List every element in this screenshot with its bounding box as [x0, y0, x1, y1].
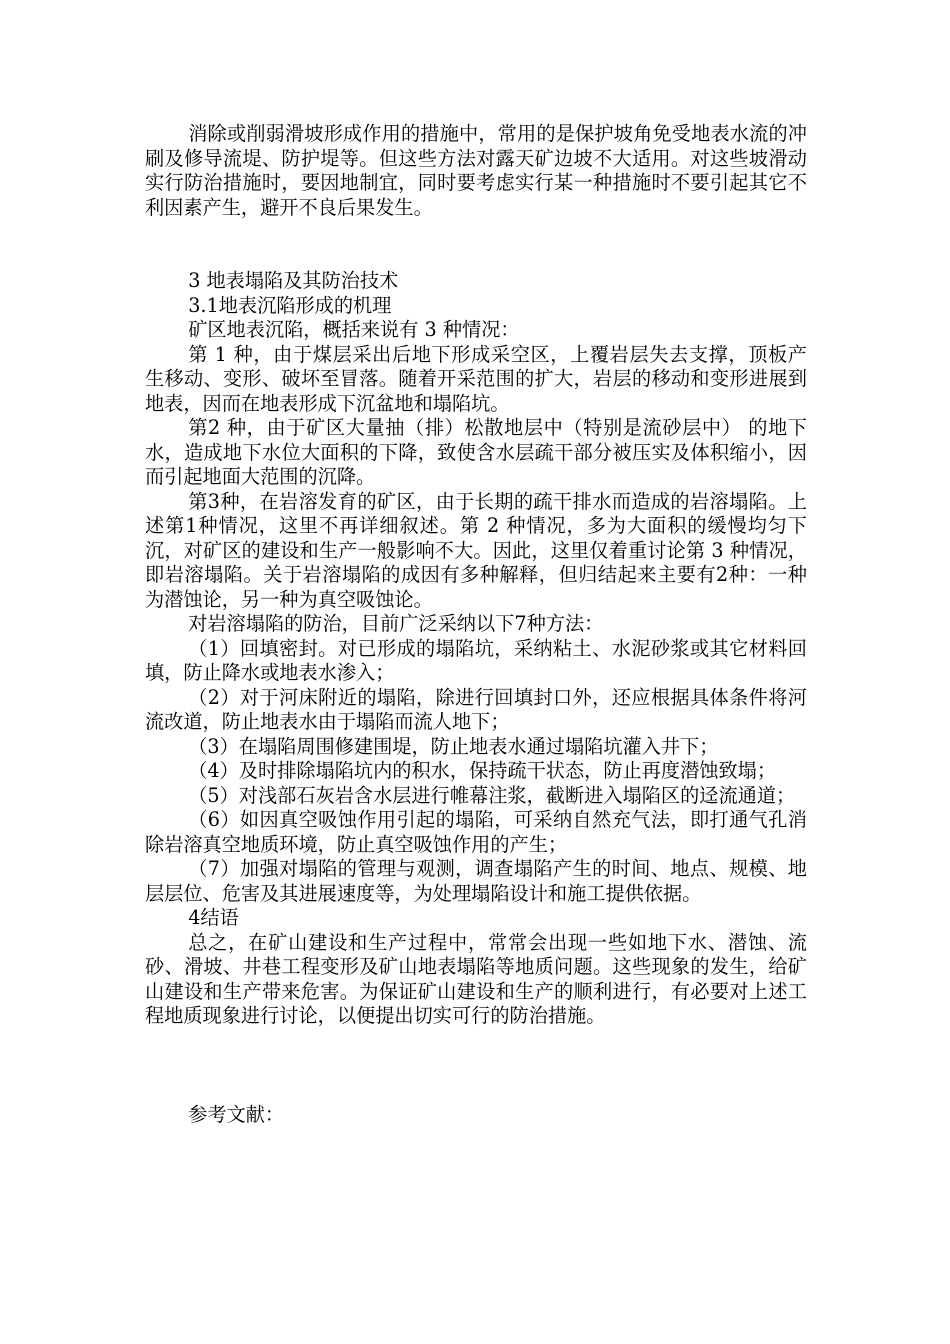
paragraph-case-3: 第3种，在岩溶发育的矿区，由于长期的疏干排水而造成的岩溶塌陷。上述第1种情况，这里不再详细叙述。第 2 种情况，多为大面积的缓慢均匀下沉，对矿区的建设和生产一般影响不大。因此，这里仅着重讨论第 3 种情况，即岩溶塌陷。关于岩溶塌陷的成因有多种解释，但归结起来主要有2种：一种为潜蚀论，另一种为真空吸蚀论。: [145, 489, 807, 611]
paragraph-landslide-measures: 消除或削弱滑坡形成作用的措施中，常用的是保护坡角免受地表水流的冲刷及修导流堤、防护堤等。但这些方法对露天矿边坡不大适用。对这些坡滑动实行防治措施时，要因地制宜，同时要考虑实行某一种措施时不要引起其它不利因素产生，避开不良后果发生。: [145, 122, 807, 219]
paragraph-case-1: 第 1 种，由于煤层采出后地下形成采空区，上覆岩层失去支撑，顶板产生移动、变形、破坏至冒落。随着开采范围的扩大，岩层的移动和变形进展到地表，因而在地表形成下沉盆地和塌陷坑。: [145, 342, 807, 415]
subsection-heading-3-1: 3.1地表沉陷形成的机理: [188, 293, 392, 317]
list-item-method-3: （3）在塌陷周围修建围堤，防止地表水通过塌陷坑灌入井下；: [188, 734, 719, 758]
references-heading: 参考文献：: [188, 1102, 285, 1126]
paragraph-conclusion: 总之，在矿山建设和生产过程中，常常会出现一些如地下水、潜蚀、流砂、滑坡、井巷工程变形及矿山地表塌陷等地质问题。这些现象的发生，给矿山建设和生产带来危害。为保证矿山建设和生产的顺利进行，有必要对上述工程地质现象进行讨论，以便提出切实可行的防治措施。: [145, 930, 807, 1027]
section-heading-3: 3 地表塌陷及其防治技术: [188, 269, 399, 292]
list-item-method-5: （5）对浅部石灰岩含水层进行帷幕注浆，截断进入塌陷区的迳流通道；: [188, 783, 796, 807]
list-item-method-4: （4）及时排除塌陷坑内的积水，保持疏干状态，防止再度潜蚀致塌；: [188, 759, 777, 782]
paragraph-methods-intro: 对岩溶塌陷的防治，目前广泛采纳以下7种方法：: [188, 612, 604, 635]
blank-line: [145, 1029, 807, 1103]
paragraph-subsidence-intro: 矿区地表沉陷，概括来说有 3 种情况：: [188, 318, 520, 341]
list-item-method-1: （1）回填密封。对已形成的塌陷坑，采纳粘土、水泥砂浆或其它材料回填，防止降水或地表水渗入；: [145, 636, 807, 684]
list-item-method-7: （7）加强对塌陷的管理与观测，调查塌陷产生的时间、地点、规模、地层层位、危害及其进展速度等，为处理塌陷设计和施工提供依据。: [145, 857, 807, 905]
paragraph-case-2: 第2 种，由于矿区大量抽（排）松散地层中（特别是流砂层中） 的地下水，造成地下水位大面积的下降，致使含水层疏干部分被压实及体积缩小，因而引起地面大范围的沉降。: [145, 416, 807, 488]
list-item-method-6: （6）如因真空吸蚀作用引起的塌陷，可采纳自然充气法，即打通气孔消除岩溶真空地质环境，防止真空吸蚀作用的产生；: [145, 808, 807, 856]
section-heading-4: 4结语: [188, 906, 239, 929]
blank-line: [145, 220, 807, 269]
list-item-method-2: （2）对于河床附近的塌陷，除进行回填封口外，还应根据具体条件将河流改道，防止地表水由于塌陷而流人地下；: [145, 685, 807, 733]
document-page: [145, 122, 807, 1127]
